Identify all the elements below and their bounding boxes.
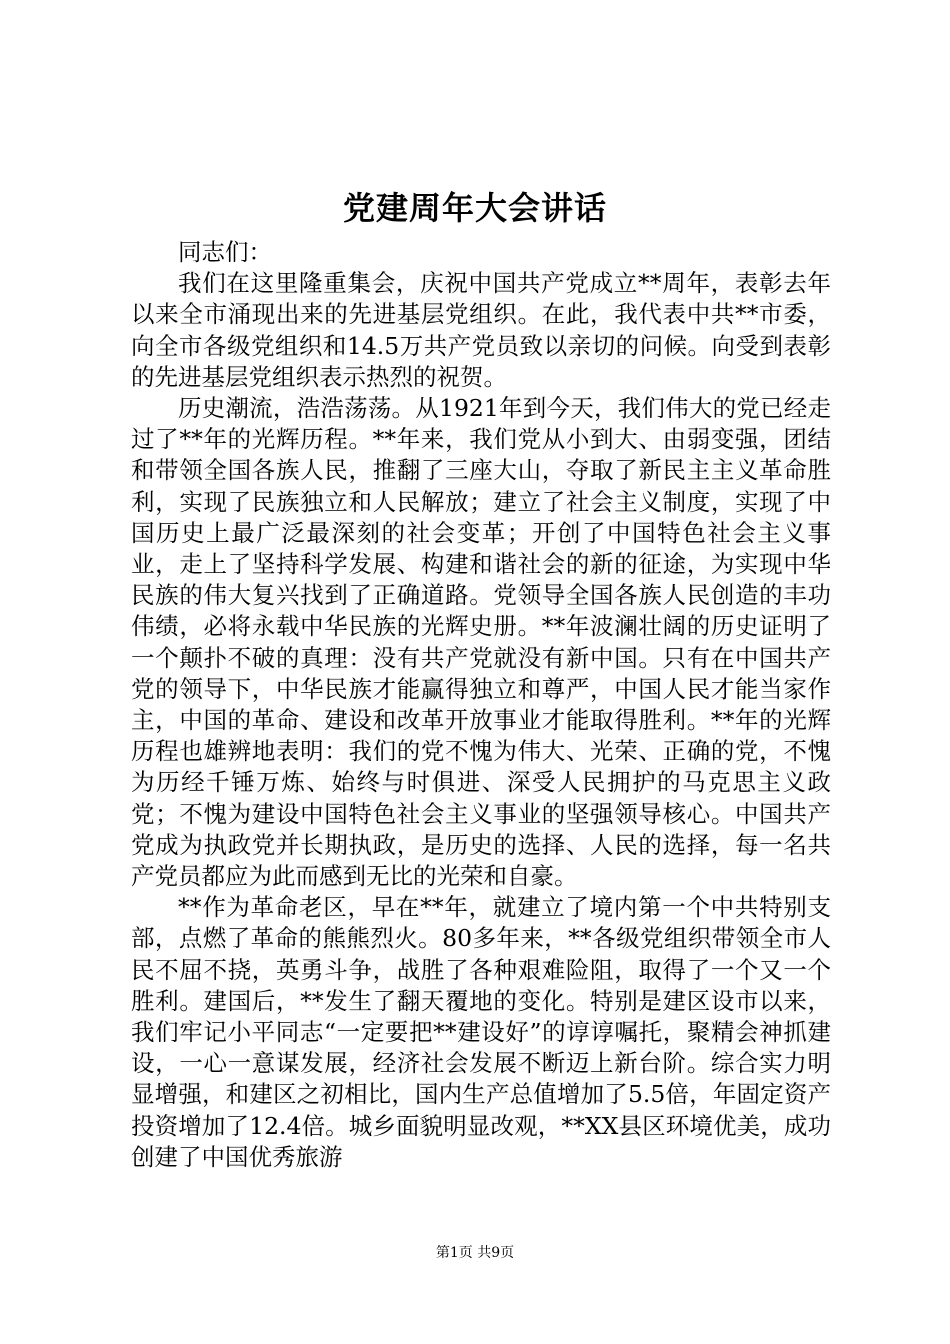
salutation: 同志们： [178,238,272,266]
page-footer: 第1页 共9页 [435,1245,515,1261]
paragraph: **作为革命老区，早在**年，就建立了境内第一个中共特别支部，点燃了革命的熊熊烈火。80多年来，**各级党组织带领全市人民不屈不挠，英勇斗争，战胜了各种艰难险阻，取得了一个又一个胜利。建国后，**发生了翻天覆地的变化。特别是建区设市以来，我们牢记小平同志“一定要把**建设好”的谆谆嘱托，聚精会神抓建设，一心一意谋发展，经济社会发展不断迈上新台阶。综合实力明显增强，和建区之初相比，国内生产总值增加了5.5倍，年固定资产投资增加了12.4倍。城乡面貌明显改观，**XX县区环境优美，成功创建了中国优秀旅游 [131,893,831,1171]
document-body [131,237,831,1173]
document-title: 党建周年大会讲话 [342,189,607,227]
paragraph: 我们在这里隆重集会，庆祝中国共产党成立**周年，表彰去年以来全市涌现出来的先进基层党组织。在此，我代表中共**市委，向全市各级党组织和14.5万共产党员致以亲切的问候。向受到表彰的先进基层党组织表示热烈的祝贺。 [131,269,831,391]
paragraph: 历史潮流，浩浩荡荡。从1921年到今天，我们伟大的党已经走过了**年的光辉历程。**年来，我们党从小到大、由弱变强，团结和带领全国各族人民，推翻了三座大山，夺取了新民主主义革命胜利，实现了民族独立和人民解放；建立了社会主义制度，实现了中国历史上最广泛最深刻的社会变革；开创了中国特色社会主义事业，走上了坚持科学发展、构建和谐社会的新的征途，为实现中华民族的伟大复兴找到了正确道路。党领导全国各族人民创造的丰功伟绩，必将永载中华民族的光辉史册。**年波澜壮阔的历史证明了一个颠扑不破的真理：没有共产党就没有新中国。只有在中国共产党的领导下，中华民族才能赢得独立和尊严，中国人民才能当家作主，中国的革命、建设和改革开放事业才能取得胜利。**年的光辉历程也雄辨地表明：我们的党不愧为伟大、光荣、正确的党，不愧为历经千锤万炼、始终与时俱进、深受人民拥护的马克思主义政党；不愧为建设中国特色社会主义事业的坚强领导核心。中国共产党成为执政党并长期执政，是历史的选择、人民的选择，每一名共产党员都应为此而感到无比的光荣和自豪。 [131,394,831,891]
